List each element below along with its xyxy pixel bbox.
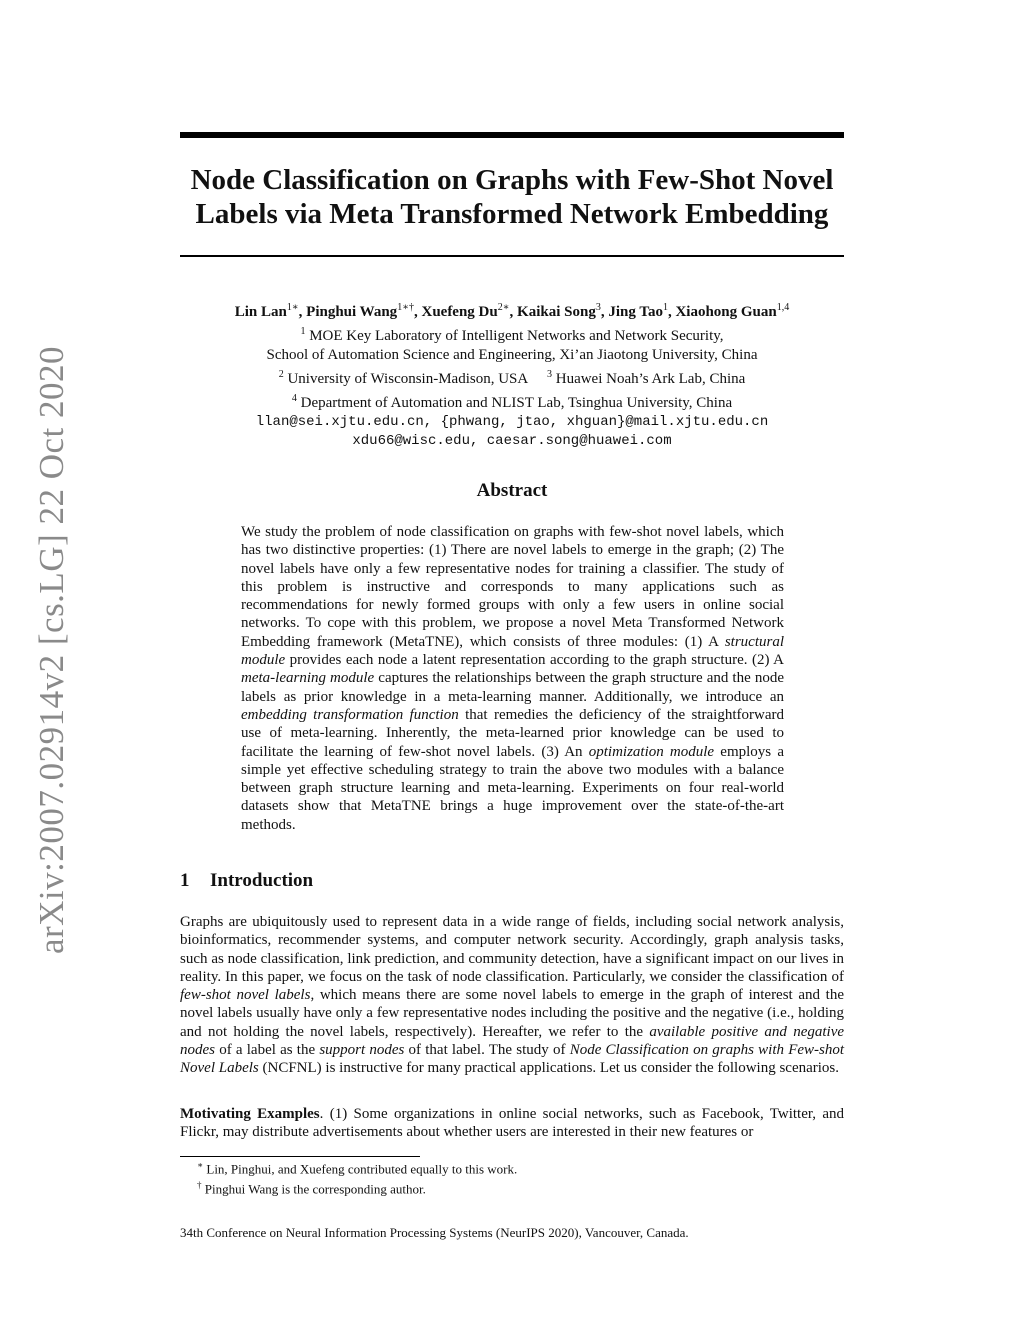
author-name: Xiaohong Guan: [675, 304, 777, 320]
footnotes: [197, 1157, 517, 1198]
intro-paragraph-2: Motivating Examples. (1) Some organizations in online social networks, such as Facebook, Twitter, and Flickr, may distribute advertisements about whether users are interested in their new features or: [180, 1106, 844, 1141]
affiliation-4: $^4$ Department of Automation and NLIST Lab, Tsinghua University, China: [291, 393, 733, 411]
author-affiliation-sup: 1: [662, 302, 668, 313]
author-name: Lin Lan: [234, 304, 287, 320]
emphasis: available positive and negative nodes: [180, 1023, 845, 1059]
emphasis: structural module: [241, 633, 784, 669]
emphasis: embedding transformation function: [241, 706, 459, 723]
author-name: Kaikai Song: [517, 304, 596, 320]
title-rule-bottom: [180, 255, 844, 257]
section-number: 1: [180, 870, 190, 891]
author-name: Xuefeng Du: [421, 304, 498, 320]
author-name: Jing Tao: [608, 304, 663, 320]
section-title: Introduction: [210, 870, 314, 891]
emphasis: meta-learning module: [241, 670, 375, 687]
affiliation-2-3: $^2$ University of Wisconsin-Madison, USA $^3$ Huawei Noah’s Ark Lab, China: [278, 369, 746, 387]
footnote-2: † Pinghui Wang is the corresponding author.: [197, 1180, 426, 1197]
section-heading-introduction: [180, 870, 313, 892]
abstract-body: We study the problem of node classification on graphs with few-shot novel labels, which has two distinctive properties: (1) There are novel labels to emerge in the graph; (2) The novel labels have only a few representative nodes for training a classifier. The study of this problem is instructive and corresponds to many applications such as recommendations for newly formed groups with only a few users in online social networks. To cope with this problem, we propose a novel Meta Transformed Network Embedding framework (MetaTNE), which consists of three modules: (1) A structural module provides each node a latent representation according to the graph structure. (2) A meta-learning module captures the relationships between the graph structure and the node labels as prior knowledge in a meta-learning manner. Additionally, we introduce an embedding transformation function that remedies the deficiency of the straightforward use of meta-learning. Inherently, the meta-learned prior knowledge can be used to facilitate the learning of few-shot novel labels. (3) An optimization module employs a simple yet effective scheduling strategy to train the above two modules with a balance between graph structure learning and meta-learning. Experiments on four real-world datasets show that MetaTNE brings a huge improvement over the state-of-the-art methods.: [241, 524, 784, 833]
title-rule-top: [180, 132, 844, 138]
footnote-1: ∗ Lin, Pinghui, and Xuefeng contributed equally to this work.: [197, 1160, 518, 1177]
author-affiliation-sup: 1: [286, 302, 292, 313]
author-affiliation-sup: 1,4: [776, 302, 790, 313]
author-name: Pinghui Wang: [306, 304, 398, 320]
paper-title: [180, 163, 844, 231]
author-affiliation-sup: 1∗: [397, 302, 409, 313]
emphasis: optimization module: [588, 743, 715, 760]
email-line-1: llan@sei.xjtu.edu.cn, {phwang, jtao, xhguan}@mail.xjtu.edu.cn: [255, 414, 769, 430]
title-line-2: Labels via Meta Transformed Network Embedding: [195, 198, 829, 230]
author-affiliation-sup: 3: [595, 302, 601, 313]
arxiv-identifier: arXiv:2007.02914v2 [cs.LG] 22 Oct 2020: [32, 345, 71, 955]
affiliation-1-cont: School of Automation Science and Engineering, Xi’an Jiaotong University, China: [266, 347, 758, 363]
abstract-heading: Abstract: [476, 480, 548, 501]
paragraph-lead: Motivating Examples: [180, 1106, 320, 1122]
emphasis: Node Classification on graphs with Few-shot Novel Labels: [180, 1042, 845, 1077]
author-block: [180, 298, 844, 451]
author-corresponding-mark: †: [408, 302, 414, 313]
author-equal-mark: ∗: [291, 302, 299, 313]
author-equal-mark: ∗: [502, 302, 510, 313]
emphasis: support nodes: [319, 1042, 405, 1059]
affiliation-1: $^1$ MOE Key Laboratory of Intelligent Networks and Network Security,: [300, 326, 724, 344]
email-line-2: xdu66@wisc.edu, caesar.song@huawei.com: [352, 433, 672, 449]
conference-note: 34th Conference on Neural Information Processing Systems (NeurIPS 2020), Vancouver, Canada.: [180, 1225, 689, 1240]
author-names: Lin Lan$^{1∗}$, Pinghui Wang$^{1∗\dagger}$, Xuefeng $Du^{2∗}$, Kaikai Song$^3$, Jing Tao$^1$, Xiaohong Guan$^{1,4}$: [234, 302, 790, 320]
emphasis: few-shot novel labels: [180, 987, 311, 1004]
title-line-1: Node Classification on Graphs with Few-Shot Novel: [190, 164, 834, 196]
intro-paragraph-1: Graphs are ubiquitously used to represent data in a wide range of fields, including social network analysis, bioinformatics, recommender systems, and computer network security. Accordingly, graph analysis tasks, such as node classification, link prediction, and community detection, have a significant impact on our lives in reality. In this paper, we focus on the task of node classification. Particularly, we consider the classification of few-shot novel labels, which means there are some novel labels to emerge in the graph of interest and the novel labels usually have only a few representative nodes including the positive and the negative (i.e., holding and not holding the novel labels, respectively). Hereafter, we refer to the available positive and negative nodes of a label as the support nodes of that label. The study of Node Classification on graphs with Few-shot Novel Labels (NCFNL) is instructive for many practical applications. Let us consider the following scenarios.: [180, 914, 845, 1077]
author-affiliation-sup: 2: [497, 302, 503, 313]
